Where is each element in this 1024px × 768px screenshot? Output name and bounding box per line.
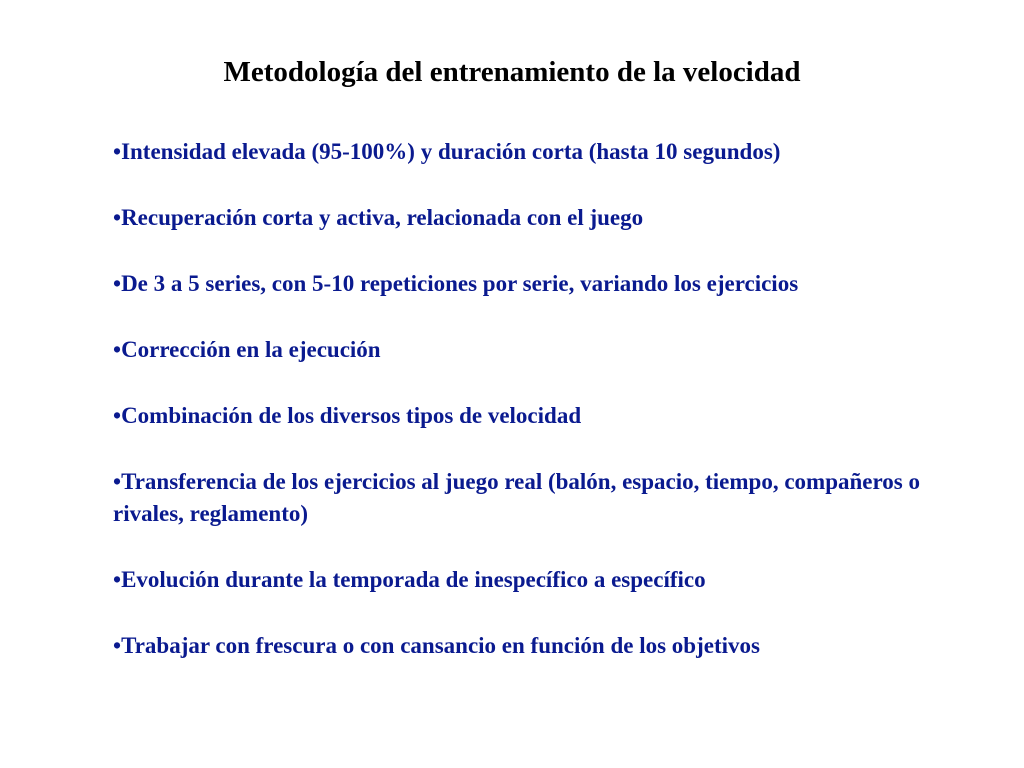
bullet-text: De 3 a 5 series, con 5-10 repeticiones por serie, variando los ejercicios <box>121 271 799 296</box>
bullet-item <box>113 268 993 300</box>
bullet-text: Recuperación corta y activa, relacionada con el juego <box>121 205 644 230</box>
slide-title: Metodología del entrenamiento de la velocidad <box>223 56 801 88</box>
bullet-text: Evolución durante la temporada de inespecífico a específico <box>121 567 706 592</box>
bullet-item <box>113 466 993 530</box>
bullet-item <box>113 630 993 662</box>
bullet-marker: • <box>113 469 122 494</box>
bullet-marker: • <box>113 205 122 230</box>
bullet-item <box>113 564 993 596</box>
bullet-text: Trabajar con frescura o con cansancio en función de los objetivos <box>121 633 760 658</box>
bullet-text: Corrección en la ejecución <box>121 337 381 362</box>
bullet-text: Combinación de los diversos tipos de velocidad <box>121 403 582 428</box>
bullet-marker: • <box>113 271 122 296</box>
bullet-text: Transferencia de los ejercicios al juego real (balón, espacio, tiempo, compañeros o rivales, reglamento) <box>113 469 920 526</box>
bullet-item <box>113 334 993 366</box>
bullet-item <box>113 136 993 168</box>
bullet-marker: • <box>113 403 122 428</box>
bullet-marker: • <box>113 139 122 164</box>
bullet-marker: • <box>113 337 122 362</box>
bullet-marker: • <box>113 567 122 592</box>
bullet-item <box>113 202 993 234</box>
bullet-text: Intensidad elevada (95-100%) y duración corta (hasta 10 segundos) <box>121 139 781 164</box>
bullet-marker: • <box>113 633 122 658</box>
bullet-list <box>113 136 993 696</box>
bullet-item <box>113 400 993 432</box>
